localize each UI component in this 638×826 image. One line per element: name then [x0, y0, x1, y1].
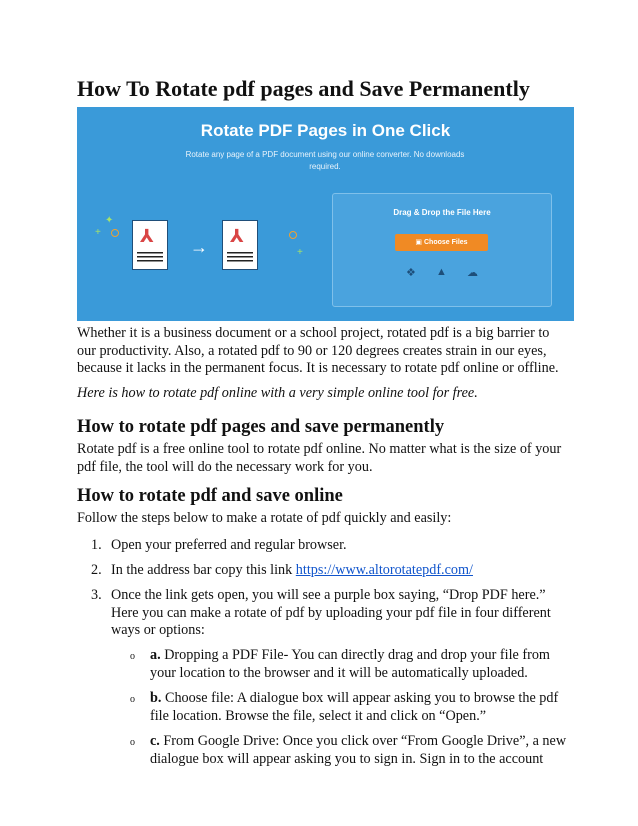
sub-item-label: c. — [150, 733, 160, 749]
bullet-icon: o — [130, 694, 135, 705]
list-item-text-prefix: In the address bar copy this link — [111, 562, 296, 578]
list-number: 1. — [91, 537, 102, 553]
intro-italic-paragraph: Here is how to rotate pdf online with a very simple online tool for free. — [77, 385, 478, 401]
sparkle-icon: ✦ — [105, 215, 114, 226]
bullet-icon: o — [130, 737, 135, 748]
banner-heading: Rotate PDF Pages in One Click — [200, 121, 451, 140]
altorotatepdf-link[interactable]: https://www.altorotatepdf.com/ — [295, 562, 473, 578]
cloud-source-icons — [406, 266, 478, 279]
circle-icon — [111, 229, 119, 237]
arrow-right-icon: → — [190, 237, 208, 257]
sub-item-text: From Google Drive: Once you click over “From Google Drive”, a new dialogue box will appear asking you to sign in. Sign in to the account — [150, 733, 567, 767]
section1-paragraph: Rotate pdf is a free online tool to rotate pdf online. No matter what is the size of your pdf file, the tool will do the necessary work for you. — [77, 441, 562, 475]
pdf-document-icon — [132, 220, 168, 270]
sparkle-icon: + — [297, 247, 303, 258]
pdf-logo-icon: ⅄ — [230, 226, 244, 246]
hero-banner-image — [77, 107, 574, 321]
sub-item-text: Dropping a PDF File- You can directly drag and drop your file from your location to the browser and it will be automatically uploaded. — [150, 647, 550, 681]
pdf-document-icon — [222, 220, 258, 270]
list-item-text — [111, 562, 571, 580]
list-number: 2. — [91, 562, 102, 578]
section2-paragraph: Follow the steps below to make a rotate of pdf quickly and easily: — [77, 510, 452, 526]
list-item-text: Open your preferred and regular browser. — [111, 537, 347, 553]
drop-zone-label: Drag & Drop the File Here — [393, 208, 491, 217]
section-heading-rotate-online: How to rotate pdf and save online — [77, 486, 343, 506]
circle-icon — [289, 231, 297, 239]
pdf-logo-icon: ⅄ — [140, 226, 154, 246]
bullet-icon: o — [130, 651, 135, 662]
google-drive-icon: ▲ — [435, 266, 447, 278]
list-item-text: Once the link gets open, you will see a purple box saying, “Drop PDF here.” Here you can make a rotate of pdf by uploading your pdf file in four different ways or options: — [111, 587, 551, 638]
section-heading-rotate-save: How to rotate pdf pages and save permanently — [77, 417, 445, 437]
intro-paragraph: Whether it is a business document or a school project, rotated pdf is a big barrier to our productivity. Also, a rotated pdf to 90 or 120 degrees creates strain in our eyes, because it lacks in the permanent focus. It is necessary to rotate pdf online or offline. — [77, 325, 559, 376]
sparkle-icon: + — [95, 227, 101, 238]
list-number: 3. — [91, 587, 102, 603]
choose-files-button — [395, 234, 488, 251]
choose-files-label: Choose Files — [423, 239, 468, 246]
drop-zone — [332, 193, 552, 307]
banner-subtext: Rotate any page of a PDF document using our online converter. No downloads required. — [185, 150, 465, 171]
onedrive-icon: ☁ — [466, 267, 478, 279]
folder-icon: ▣ — [415, 239, 424, 246]
sub-item-text: Choose file: A dialogue box will appear asking you to browse the pdf file location. Browse the file, select it and click on “Open.” — [150, 690, 559, 724]
sub-item-label: b. — [150, 690, 162, 706]
sub-item-label: a. — [150, 647, 161, 663]
page-title: How To Rotate pdf pages and Save Permanently — [77, 76, 530, 101]
dropbox-icon: ❖ — [406, 267, 416, 279]
